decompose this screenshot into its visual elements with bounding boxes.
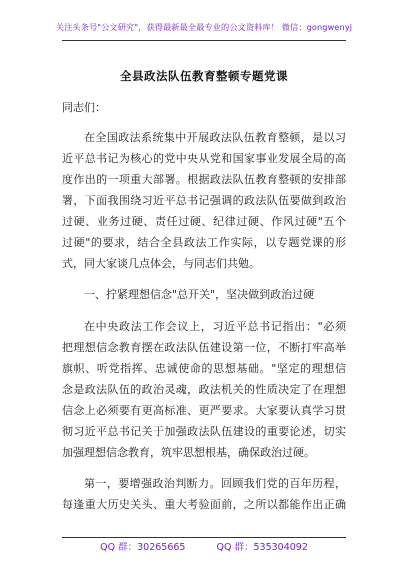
paragraph-line: 第一，要增强政治判断力。回顾我们党的百年历程， bbox=[84, 477, 346, 490]
footer bbox=[0, 539, 408, 553]
footer-divider bbox=[62, 537, 346, 538]
paragraph-line: 在中央政法工作会议上，习近平总书记指出："必须 bbox=[84, 320, 346, 333]
paragraph-line: 度作出的一项重大部署。根据政法队伍教育整顿的安排部 bbox=[62, 173, 346, 186]
paragraph-line: 加强理想信念教育，筑牢思想根基，确保政治过硬。 bbox=[62, 446, 315, 459]
header-banner: 关注头条号"公文研究"，获得最新最全最专业的公文资料库！ 微信：gongwenyj bbox=[55, 22, 353, 32]
footer-qq-group-1: QQ 群：30265665 bbox=[100, 542, 186, 553]
paragraph-line: 彻习近平总书记关于加强政法队伍建设的重要论述，切实 bbox=[62, 425, 346, 438]
footer-qq-group-2: QQ 群：535304092 bbox=[216, 542, 308, 553]
paragraph-line: 署，下面我围绕习近平总书记强调的政法队伍要做到政治 bbox=[62, 194, 346, 207]
paragraph-line: 把理想信念教育摆在政法队伍建设第一位，不断打牢高举 bbox=[62, 341, 346, 354]
paragraph-line: 过硬"的要求，结合全县政法工作实际，以专题党课的形 bbox=[62, 236, 346, 249]
document-title: 全县政法队伍教育整顿专题党课 bbox=[120, 69, 288, 83]
paragraph-line: 信念上必须要有更高标准、更严要求。大家要认真学习贯 bbox=[62, 404, 346, 417]
paragraph-line: 念是政法队伍的政治灵魂，政法机关的性质决定了在理想 bbox=[62, 383, 346, 396]
paragraph-line: 旗帜、听党指挥、忠诚使命的思想基础。"坚定的理想信 bbox=[62, 362, 346, 375]
section-heading: 一、拧紧理想信念"总开关"，坚决做到政治过硬 bbox=[84, 288, 315, 301]
paragraph-line: 每逢重大历史关头、重大考验面前，之所以都能作出正确 bbox=[62, 498, 346, 511]
paragraph-line: 近平总书记为核心的党中央从党和国家事业发展全局的高 bbox=[62, 152, 346, 165]
paragraph-line: 过硬、业务过硬、责任过硬、纪律过硬、作风过硬"五个 bbox=[62, 215, 346, 228]
header-divider bbox=[62, 40, 346, 41]
paragraph-line: 在全国政法系统集中开展政法队伍教育整顿，是以习 bbox=[84, 131, 346, 144]
greeting: 同志们： bbox=[62, 101, 106, 114]
paragraph-line: 式，同大家谈几点体会，与同志们共勉。 bbox=[62, 257, 260, 270]
